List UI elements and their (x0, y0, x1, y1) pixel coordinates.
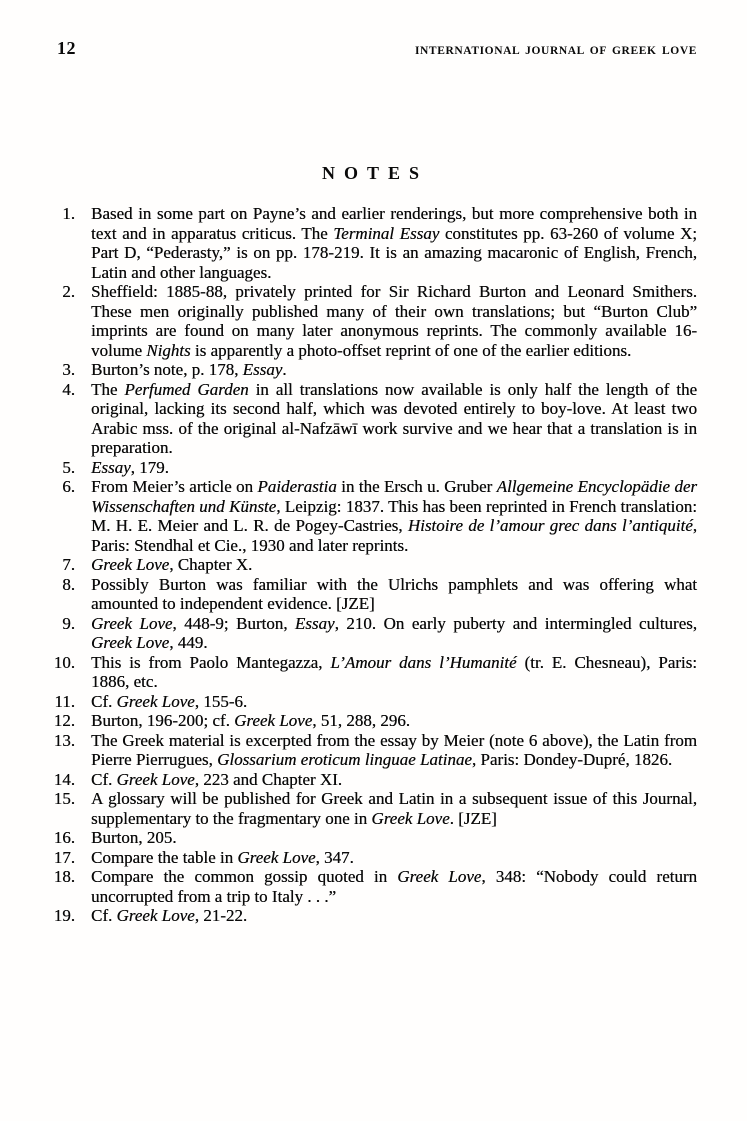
note-text: Essay, 179. (91, 457, 169, 477)
note-text: Sheffield: 1885-88, privately printed for Sir Richard Burton and Leonard Smithers. These men originally published many of their own translations; but “Burton Club” imprints are found on many later anonymous reprints. The commonly available 16-volume Nights is apparently a photo-offset reprint of one of the earlier editions. (91, 282, 697, 360)
note-number: 18. (53, 867, 75, 886)
note-item (44, 711, 697, 731)
note-text: From Meier’s article on Paiderastia in the Ersch u. Gruber Allgemeine Encyclopädie der Wissenschaften und Künste, Leipzig: 1837. This has been reprinted in French translation: M. H. E. Meier and L. R. de Pogey-Castries, Histoire de l’amour grec dans l’antiquité, Paris: Stendhal et Cie., 1930 and later reprints. (91, 477, 698, 555)
note-number: 9. (62, 613, 75, 633)
note-item (44, 477, 697, 555)
note-text: Compare the table in Greek Love, 347. (91, 847, 354, 867)
note-text: Burton, 205. (91, 828, 177, 847)
note-text: Possibly Burton was familiar with the Ulrichs pamphlets and was offering what amounted to independent evidence. [JZE] (91, 574, 697, 613)
note-text: Burton’s note, p. 178, Essay. (91, 360, 287, 379)
note-item (44, 653, 697, 692)
journal-title: INTERNATIONAL JOURNAL OF GREEK LOVE (414, 45, 697, 57)
note-item (44, 380, 697, 458)
note-item (44, 360, 697, 380)
note-text: The Perfumed Garden in all translations now available is only half the length of the original, lacking its second half, which was devoted entirely to boy-love. At least two Arabic mss. of the original al-Nafzāwī work survive and we hear that a translation is in preparation. (91, 379, 697, 457)
note-text: Cf. Greek Love, 21-22. (91, 906, 248, 925)
note-item (44, 770, 697, 790)
page-number: 12 (57, 38, 76, 58)
note-number: 12. (53, 711, 75, 730)
note-text: This is from Paolo Mantegazza, L’Amour dans l’Humanité (tr. E. Chesneau), Paris: 1886, etc. (91, 652, 697, 691)
note-item (44, 789, 697, 828)
note-text: Cf. Greek Love, 223 and Chapter XI. (91, 769, 343, 789)
note-number: 17. (53, 847, 75, 867)
note-number: 19. (53, 906, 75, 925)
note-text: Based in some part on Payne’s and earlier renderings, but more comprehensive both in text and in apparatus criticus. The Terminal Essay constitutes pp. 63-260 of volume X; Part D, “Pederasty,” is on pp. 178-219. It is an amazing macaronic of English, French, Latin and other languages. (91, 204, 697, 282)
note-item (44, 906, 697, 926)
note-text: Greek Love, 448-9; Burton, Essay, 210. On early puberty and intermingled cultures, Greek Love, 449. (91, 613, 697, 652)
note-item (44, 204, 697, 282)
note-number: 15. (53, 789, 75, 808)
note-item (44, 848, 697, 868)
note-number: 8. (62, 574, 75, 594)
note-item (44, 575, 697, 614)
note-item (44, 458, 697, 478)
note-text: A glossary will be published for Greek and Latin in a subsequent issue of this Journal, supplementary to the fragmentary one in Greek Love. [JZE] (91, 789, 697, 828)
note-number: 5. (62, 457, 75, 477)
note-number: 1. (62, 204, 75, 223)
note-number: 10. (53, 652, 75, 672)
note-item (44, 867, 697, 906)
note-number: 4. (62, 379, 75, 399)
note-number: 14. (53, 769, 75, 789)
note-text: Compare the common gossip quoted in Greek Love, 348: “Nobody could return uncorrupted from a trip to Italy . . .” (91, 867, 697, 906)
note-text: Burton, 196-200; cf. Greek Love, 51, 288, 296. (91, 711, 411, 730)
note-number: 3. (62, 360, 75, 379)
note-number: 2. (62, 282, 75, 301)
notes-heading: NOTES (321, 163, 429, 183)
note-item (44, 614, 697, 653)
note-item (44, 692, 697, 712)
note-text: Cf. Greek Love, 155-6. (91, 691, 248, 711)
note-number: 11. (54, 691, 75, 711)
notes-list (44, 204, 697, 926)
note-item (44, 731, 697, 770)
note-number: 13. (53, 730, 75, 750)
note-item (44, 555, 697, 575)
note-number: 16. (53, 828, 75, 847)
note-number: 6. (62, 477, 75, 496)
note-text: The Greek material is excerpted from the essay by Meier (note 6 above), the Latin from Pierre Pierrugues, Glossarium eroticum linguae Latinae, Paris: Dondey-Dupré, 1826. (91, 730, 697, 769)
note-item (44, 828, 697, 848)
note-number: 7. (62, 555, 75, 574)
note-item (44, 282, 697, 360)
page-header (44, 38, 697, 59)
note-text: Greek Love, Chapter X. (91, 555, 253, 574)
